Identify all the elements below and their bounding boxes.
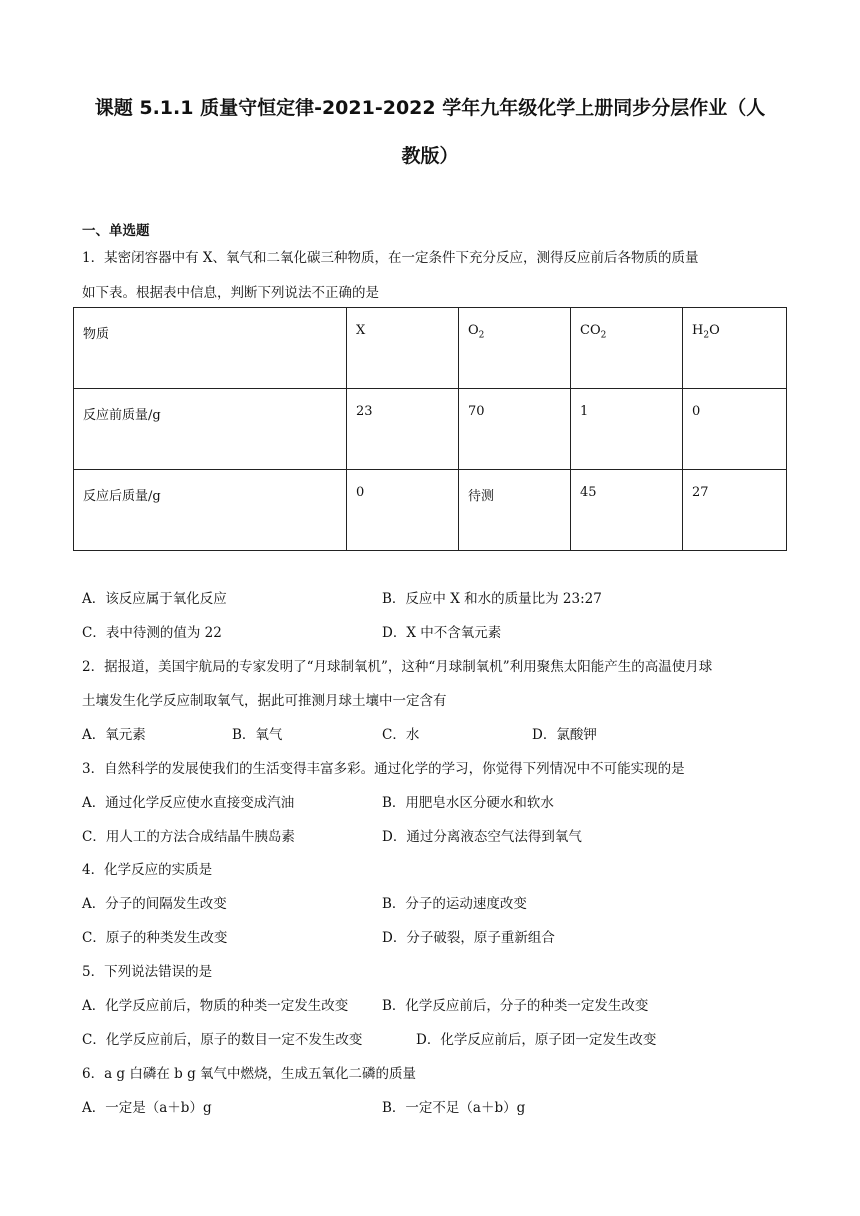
table-cell	[683, 308, 787, 389]
table-cell: 0	[347, 470, 459, 551]
mass-table	[73, 307, 787, 551]
title-line-2: 教版）	[401, 145, 459, 167]
q3-option-c[interactable]: C．用人工的方法合成结晶牛胰岛素	[82, 829, 295, 845]
q4-option-d[interactable]: D．分子破裂，原子重新组合	[382, 930, 555, 946]
q6-stem: 6．a g 白磷在 b g 氧气中燃烧，生成五氧化二磷的质量	[82, 1066, 417, 1082]
table-cell: 1	[571, 389, 683, 470]
q2-option-d[interactable]: D．氯酸钾	[532, 727, 597, 743]
q3-option-b[interactable]: B．用肥皂水区分硬水和软水	[382, 795, 554, 811]
q1-option-c[interactable]: C．表中待测的值为 22	[82, 625, 222, 641]
formula-o2: $O_2$	[468, 323, 485, 341]
q2-stem-line-2: 土壤发生化学反应制取氧气，据此可推测月球土壤中一定含有	[82, 693, 447, 709]
q4-option-c[interactable]: C．原子的种类发生改变	[82, 930, 228, 946]
table-cell	[459, 308, 571, 389]
table-cell: 物质	[74, 308, 347, 389]
q5-option-d[interactable]: D．化学反应前后，原子团一定发生改变	[416, 1032, 657, 1048]
q3-stem: 3．自然科学的发展使我们的生活变得丰富多彩。通过化学的学习，你觉得下列情况中不可能实现的是	[82, 761, 685, 777]
q1-stem-line-2: 如下表。根据表中信息，判断下列说法不正确的是	[82, 285, 379, 301]
table-cell: 23	[347, 389, 459, 470]
q5-option-c[interactable]: C．化学反应前后，原子的数目一定不发生改变	[82, 1032, 363, 1048]
table-cell: 45	[571, 470, 683, 551]
table-cell: 27	[683, 470, 787, 551]
q1-option-d[interactable]: D．X 中不含氧元素	[382, 625, 502, 641]
q4-stem: 4．化学反应的实质是	[82, 862, 213, 878]
table-cell: X	[347, 308, 459, 389]
q1-stem-line-1: 1．某密闭容器中有 X、氧气和二氧化碳三种物质，在一定条件下充分反应，测得反应前后各物质的质量	[82, 250, 699, 266]
table-row	[74, 470, 787, 551]
q2-option-c[interactable]: C．水	[382, 727, 420, 743]
table-cell: 反应后质量/g	[74, 470, 347, 551]
section-heading: 一、单选题	[82, 223, 150, 239]
formula-co2: $CO_2$	[580, 323, 607, 341]
table-row	[74, 389, 787, 470]
q1-option-a[interactable]: A．该反应属于氧化反应	[82, 591, 227, 607]
q3-option-d[interactable]: D．通过分离液态空气法得到氧气	[382, 829, 582, 845]
q4-option-a[interactable]: A．分子的间隔发生改变	[82, 896, 227, 912]
q2-option-b[interactable]: B．氧气	[232, 727, 283, 743]
title-line-1: 课题 5.1.1 质量守恒定律-2021-2022 学年九年级化学上册同步分层作业（人	[94, 97, 766, 119]
q4-option-b[interactable]: B．分子的运动速度改变	[382, 896, 527, 912]
q2-option-a[interactable]: A．氧元素	[82, 727, 146, 743]
q5-option-b[interactable]: B．化学反应前后，分子的种类一定发生改变	[382, 998, 649, 1014]
document-title	[80, 84, 780, 180]
q1-option-b[interactable]: B．反应中 X 和水的质量比为 23:27	[382, 591, 602, 607]
table-header-row	[74, 308, 787, 389]
q3-option-a[interactable]: A．通过化学反应使水直接变成汽油	[82, 795, 295, 811]
q2-stem-line-1: 2．据报道，美国宇航局的专家发明了“月球制氧机”，这种“月球制氧机”利用聚焦太阳能产生的高温使月球	[82, 659, 713, 675]
table-cell: 反应前质量/g	[74, 389, 347, 470]
q6-option-a[interactable]: A．一定是（a＋b）g	[82, 1100, 212, 1116]
table-cell: 70	[459, 389, 571, 470]
formula-h2o: $H_2O$	[692, 323, 720, 341]
q5-stem: 5．下列说法错误的是	[82, 964, 213, 980]
q6-option-b[interactable]: B．一定不足（a＋b）g	[382, 1100, 526, 1116]
table-cell	[571, 308, 683, 389]
table-cell: 0	[683, 389, 787, 470]
table-cell: 待测	[459, 470, 571, 551]
q5-option-a[interactable]: A．化学反应前后，物质的种类一定发生改变	[82, 998, 349, 1014]
